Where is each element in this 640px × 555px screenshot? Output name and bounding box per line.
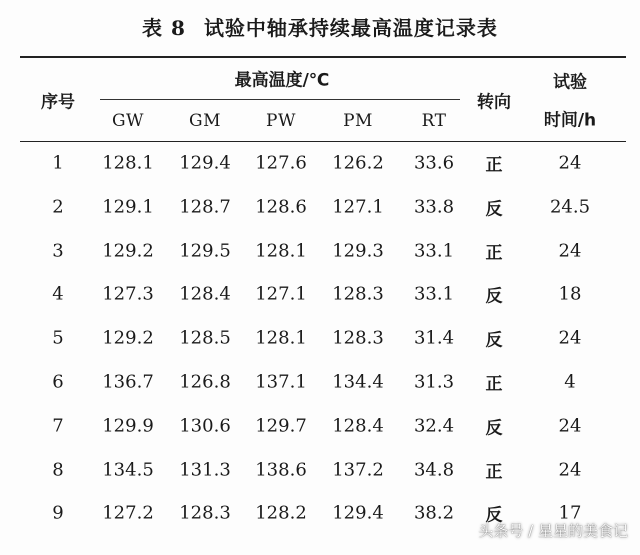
cell-pm: 128.3	[332, 283, 384, 305]
cell-rt: 31.3	[413, 371, 455, 393]
cell-seq: 8	[52, 459, 64, 481]
header-test-time-line1: 试验	[553, 72, 587, 93]
cell-rt: 38.2	[413, 502, 455, 524]
cell-seq: 4	[52, 283, 64, 305]
cell-gm: 128.4	[179, 283, 231, 305]
header-col-pw: PW	[266, 111, 296, 131]
cell-dir: 反	[485, 418, 503, 439]
cell-gw: 128.1	[102, 152, 154, 174]
cell-gw: 129.1	[102, 196, 154, 218]
cell-seq: 5	[52, 327, 64, 349]
table-caption	[0, 12, 640, 41]
cell-rt: 33.1	[413, 240, 455, 262]
cell-dir: 正	[485, 155, 503, 176]
cell-time: 24	[558, 415, 582, 437]
header-col-rt: RT	[421, 111, 447, 131]
cell-pw: 127.1	[255, 283, 307, 305]
cell-time: 18	[558, 283, 582, 305]
header-col-gw: GW	[111, 111, 145, 131]
cell-gm: 131.3	[179, 459, 231, 481]
cell-pw: 128.2	[255, 502, 307, 524]
cell-rt: 33.8	[413, 196, 455, 218]
cell-rt: 31.4	[413, 327, 455, 349]
cell-dir: 正	[485, 462, 503, 483]
cell-gw: 134.5	[102, 459, 154, 481]
header-col-gm: GM	[189, 111, 221, 131]
cell-pw: 128.1	[255, 240, 307, 262]
cell-gw: 129.2	[102, 240, 154, 262]
cell-seq: 3	[52, 240, 64, 262]
cell-gw: 129.9	[102, 415, 154, 437]
header-test-time-line2: 时间/h	[543, 110, 597, 131]
cell-dir: 反	[485, 330, 503, 351]
cell-seq: 1	[52, 152, 64, 174]
cell-pm: 126.2	[332, 152, 384, 174]
header-bottom-rule	[20, 141, 626, 142]
table-number: 表 8	[142, 16, 186, 40]
cell-gm: 128.5	[179, 327, 231, 349]
cell-seq: 9	[52, 502, 64, 524]
cell-pm: 128.4	[332, 415, 384, 437]
cell-time: 24	[558, 240, 582, 262]
cell-dir: 正	[485, 243, 503, 264]
cell-rt: 34.8	[413, 459, 455, 481]
cell-pm: 129.3	[332, 240, 384, 262]
cell-pw: 128.1	[255, 327, 307, 349]
header-col-pm: PM	[343, 111, 373, 131]
watermark: 头条号 / 星星的美食记	[478, 522, 628, 540]
cell-pw: 129.7	[255, 415, 307, 437]
cell-dir: 反	[485, 505, 503, 526]
cell-gw: 127.2	[102, 502, 154, 524]
header-max-temp: 最高温度/℃	[234, 70, 330, 91]
cell-gm: 128.7	[179, 196, 231, 218]
cell-pm: 137.2	[332, 459, 384, 481]
cell-seq: 2	[52, 196, 64, 218]
cell-pm: 127.1	[332, 196, 384, 218]
cell-pm: 129.4	[332, 502, 384, 524]
cell-pm: 134.4	[332, 371, 384, 393]
cell-pw: 127.6	[255, 152, 307, 174]
cell-dir: 反	[485, 286, 503, 307]
cell-time: 24.5	[549, 196, 591, 218]
cell-gm: 128.3	[179, 502, 231, 524]
cell-pw: 128.6	[255, 196, 307, 218]
temperature-subheader-rule	[100, 99, 460, 100]
cell-time: 24	[558, 152, 582, 174]
cell-seq: 7	[52, 415, 64, 437]
cell-dir: 正	[485, 374, 503, 395]
cell-rt: 33.6	[413, 152, 455, 174]
cell-pw: 138.6	[255, 459, 307, 481]
cell-gm: 129.5	[179, 240, 231, 262]
cell-rt: 32.4	[413, 415, 455, 437]
cell-time: 24	[558, 327, 582, 349]
cell-time: 17	[558, 502, 582, 524]
header-direction: 转向	[477, 92, 511, 113]
cell-gm: 126.8	[179, 371, 231, 393]
cell-rt: 33.1	[413, 283, 455, 305]
cell-time: 24	[558, 459, 582, 481]
cell-gw: 127.3	[102, 283, 154, 305]
cell-gw: 129.2	[102, 327, 154, 349]
cell-dir: 反	[485, 199, 503, 220]
header-seq: 序号	[41, 92, 75, 113]
cell-gm: 130.6	[179, 415, 231, 437]
cell-gm: 129.4	[179, 152, 231, 174]
cell-seq: 6	[52, 371, 64, 393]
cell-gw: 136.7	[102, 371, 154, 393]
top-rule	[20, 56, 626, 58]
cell-pw: 137.1	[255, 371, 307, 393]
cell-time: 4	[564, 371, 576, 393]
cell-pm: 128.3	[332, 327, 384, 349]
table-title: 试验中轴承持续最高温度记录表	[203, 16, 498, 40]
